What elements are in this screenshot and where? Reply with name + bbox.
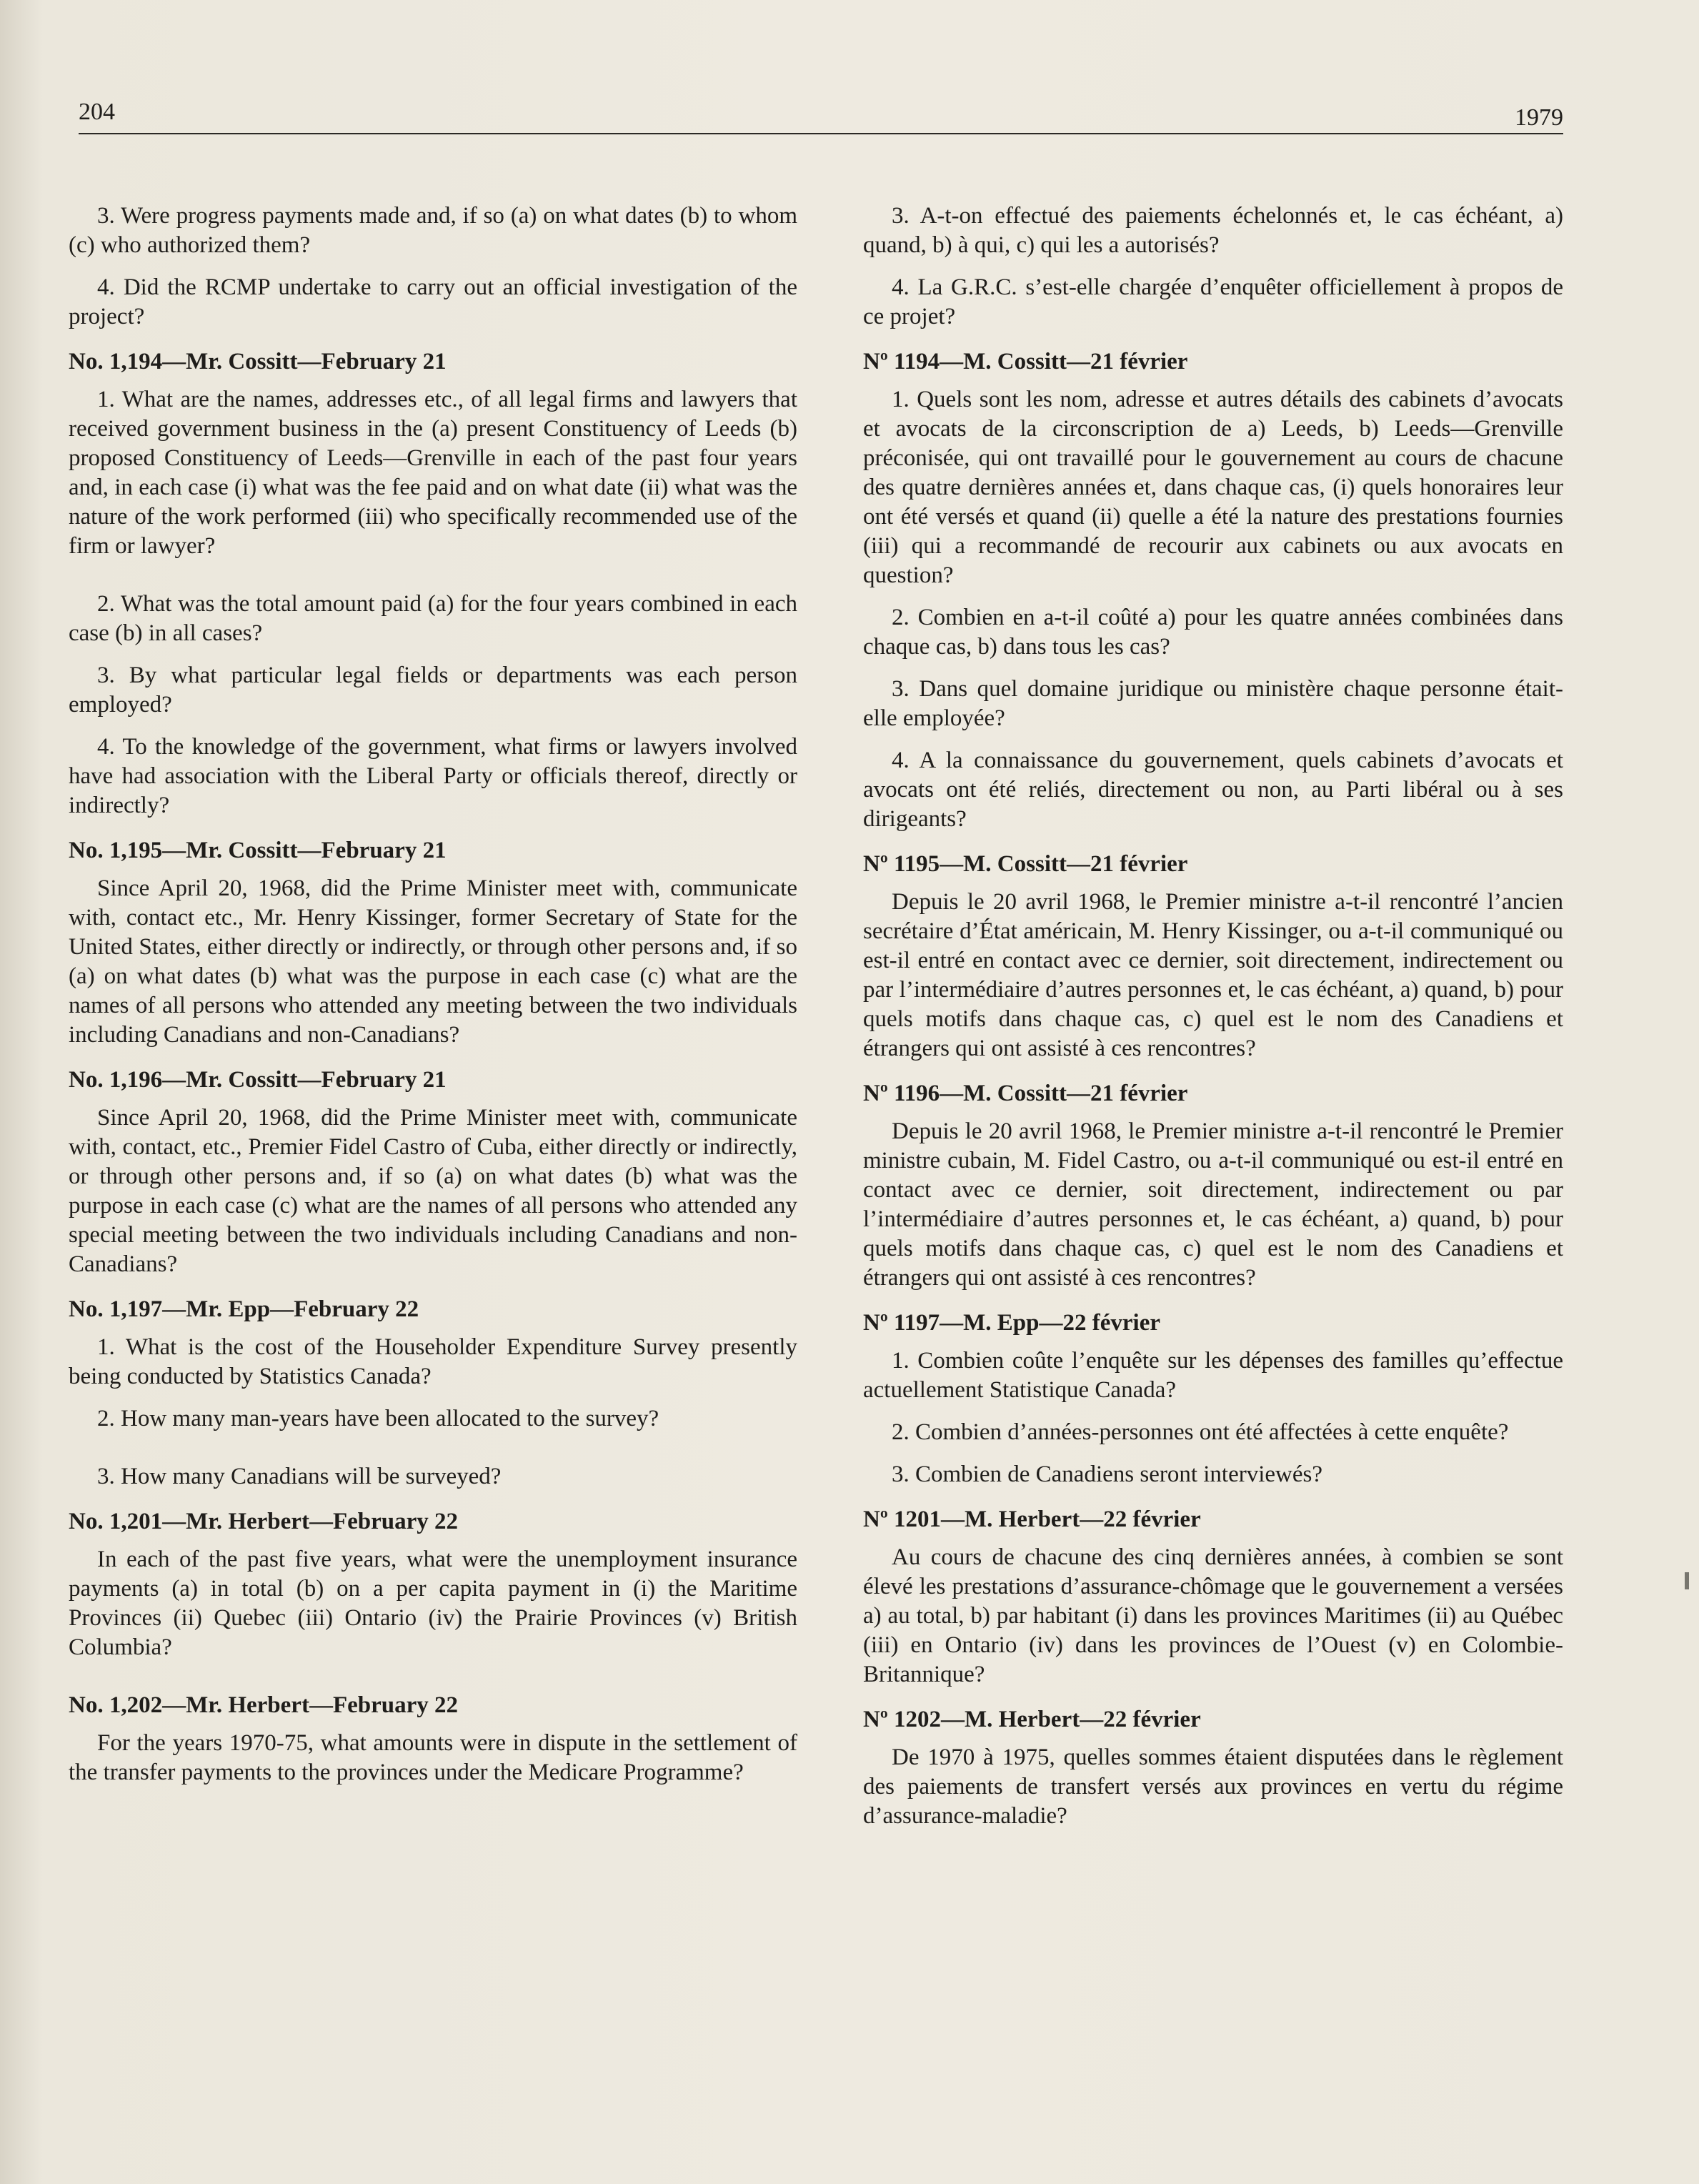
question-heading: No. 1,201—Mr. Herbert—February 22 <box>69 1509 458 1534</box>
question-heading: Nº 1195—M. Cossitt—21 février <box>863 851 1188 877</box>
question-text: 3. How many Canadians will be surveyed? <box>97 1464 502 1489</box>
question-text: 3. A-t-on effectué des paiements échelonnés et, le cas échéant, a) quand, b) à qui, c) qui les a autorisés? <box>863 203 1563 258</box>
question-heading: No. 1,195—Mr. Cossitt—February 21 <box>69 838 447 863</box>
french-column <box>863 202 1563 1844</box>
question-text: Depuis le 20 avril 1968, le Premier ministre a-t-il rencontré le Premier ministre cubain, M. Fidel Castro, ou a-t-il communiqué ou est-il entré en contact avec ce dernier, soit directement, indirectement ou par l’intermédiaire d’autres personnes et, le cas échéant, a) quand, b) pour quels motifs dans chaque cas, c) quel est le nom des Canadiens et étrangers qui ont assisté à ces rencontres? <box>863 1118 1563 1291</box>
question-heading: Nº 1196—M. Cossitt—21 février <box>863 1081 1188 1106</box>
question-text: 3. By what particular legal fields or departments was each person employed? <box>69 662 797 718</box>
question-text: 2. How many man-years have been allocated to the survey? <box>97 1406 659 1431</box>
question-text: Au cours de chacune des cinq dernières années, à combien se sont élevé les prestations d’assurance-chômage que le gouvernement a versées a) au total, b) par habitant (i) dans les provinces Maritimes (ii) au Québec (iii) en Ontario (iv) dans les provinces de l’Ouest (v) en Colombie-Britannique? <box>863 1544 1563 1687</box>
question-text: 3. Were progress payments made and, if so (a) on what dates (b) to whom (c) who authorized them? <box>69 203 797 258</box>
question-heading: Nº 1197—M. Epp—22 février <box>863 1310 1161 1336</box>
question-text: 1. What are the names, addresses etc., of all legal firms and lawyers that received government business in the (a) present Constituency of Leeds (b) proposed Constituency of Leeds—Grenville in each of the past four years and, in each case (i) what was the fee paid and on what date (ii) what was the nature of the work performed (iii) who specifically recommended use of the firm or lawyer? <box>69 387 797 559</box>
question-text: 4. To the knowledge of the government, what firms or lawyers involved have had association with the Liberal Party or officials thereof, directly or indirectly? <box>69 734 797 818</box>
question-heading: Nº 1194—M. Cossitt—21 février <box>863 349 1188 374</box>
question-text: 1. Combien coûte l’enquête sur les dépenses des familles qu’effectue actuellement Statistique Canada? <box>863 1348 1563 1403</box>
question-text: 3. Combien de Canadiens seront interviewés? <box>892 1461 1323 1487</box>
page-header <box>79 91 1563 134</box>
question-text: Since April 20, 1968, did the Prime Minister meet with, communicate with, contact etc., Mr. Henry Kissinger, former Secretary of State for the United States, either directly or indirectly, or through other persons and, if so (a) on what dates (b) what was the purpose in each case (c) what are the names of all persons who attended any meeting between the two individuals including Canadians and non-Canadians? <box>69 875 797 1048</box>
question-text: 2. Combien en a-t-il coûté a) pour les quatre années combinées dans chaque cas, b) dans tous les cas? <box>863 605 1563 660</box>
question-text: De 1970 à 1975, quelles sommes étaient disputées dans le règlement des paiements de transfert versés aux provinces en vertu du régime d’assurance-maladie? <box>863 1744 1563 1829</box>
question-heading: No. 1,202—Mr. Herbert—February 22 <box>69 1692 458 1718</box>
question-text: 2. Combien d’années-personnes ont été affectées à cette enquête? <box>892 1419 1509 1445</box>
question-text: For the years 1970-75, what amounts were in dispute in the settlement of the transfer payments to the provinces under the Medicare Programme? <box>69 1730 797 1785</box>
question-heading: No. 1,197—Mr. Epp—February 22 <box>69 1296 419 1322</box>
question-text: 4. La G.R.C. s’est-elle chargée d’enquêter officiellement à propos de ce projet? <box>863 274 1563 329</box>
question-heading: Nº 1201—M. Herbert—22 février <box>863 1507 1201 1532</box>
question-heading: No. 1,194—Mr. Cossitt—February 21 <box>69 349 447 374</box>
question-heading: No. 1,196—Mr. Cossitt—February 21 <box>69 1067 447 1093</box>
english-column <box>69 202 797 1800</box>
question-text: 4. A la connaissance du gouvernement, quels cabinets d’avocats et avocats ont été reliés, directement ou non, au Parti libéral ou à ses dirigeants? <box>863 748 1563 832</box>
question-text: 3. Dans quel domaine juridique ou ministère chaque personne était-elle employée? <box>863 676 1563 731</box>
page-year: 1979 <box>1515 104 1563 131</box>
question-text: 1. What is the cost of the Householder Expenditure Survey presently being conducted by Statistics Canada? <box>69 1334 797 1389</box>
question-text: In each of the past five years, what were the unemployment insurance payments (a) in total (b) on a per capita payment in (i) the Maritime Provinces (ii) Quebec (iii) Ontario (iv) the Prairie Provinces (v) British Columbia? <box>69 1547 797 1660</box>
page-number: 204 <box>79 99 115 125</box>
question-text: 4. Did the RCMP undertake to carry out an official investigation of the project? <box>69 274 797 329</box>
question-text: Since April 20, 1968, did the Prime Minister meet with, communicate with, contact, etc., Premier Fidel Castro of Cuba, either directly or indirectly, or through other persons and, if so (a) on what dates (b) what was the purpose in each case (c) what are the names of all persons who attended any special meeting between the two individuals including Canadians and non-Canadians? <box>69 1105 797 1277</box>
question-text: Depuis le 20 avril 1968, le Premier ministre a-t-il rencontré l’ancien secrétaire d’État américain, M. Henry Kissinger, ou a-t-il communiqué ou est-il entré en contact avec ce dernier, soit directement, indirectement ou par l’intermédiaire d’autres personnes et, le cas échéant, a) quand, b) pour quels motifs dans chaque cas, c) quel est le nom des Canadiens et étrangers qui ont assisté à ces rencontres? <box>863 889 1563 1061</box>
question-text: 1. Quels sont les nom, adresse et autres détails des cabinets d’avocats et avocats de la circonscription de a) Leeds, b) Leeds—Grenville préconisée, qui ont travaillé pour le gouvernement au cours de chacune des quatre dernières années et, dans chaque cas, (i) quels honoraires leur ont été versés et quand (ii) quelle a été la nature des prestations fournies (iii) qui a recommandé de recourir aux cabinets ou aux avocats en question? <box>863 387 1563 588</box>
scan-mark <box>1685 1572 1689 1589</box>
question-heading: Nº 1202—M. Herbert—22 février <box>863 1707 1201 1732</box>
question-text: 2. What was the total amount paid (a) for the four years combined in each case (b) in all cases? <box>69 591 797 646</box>
